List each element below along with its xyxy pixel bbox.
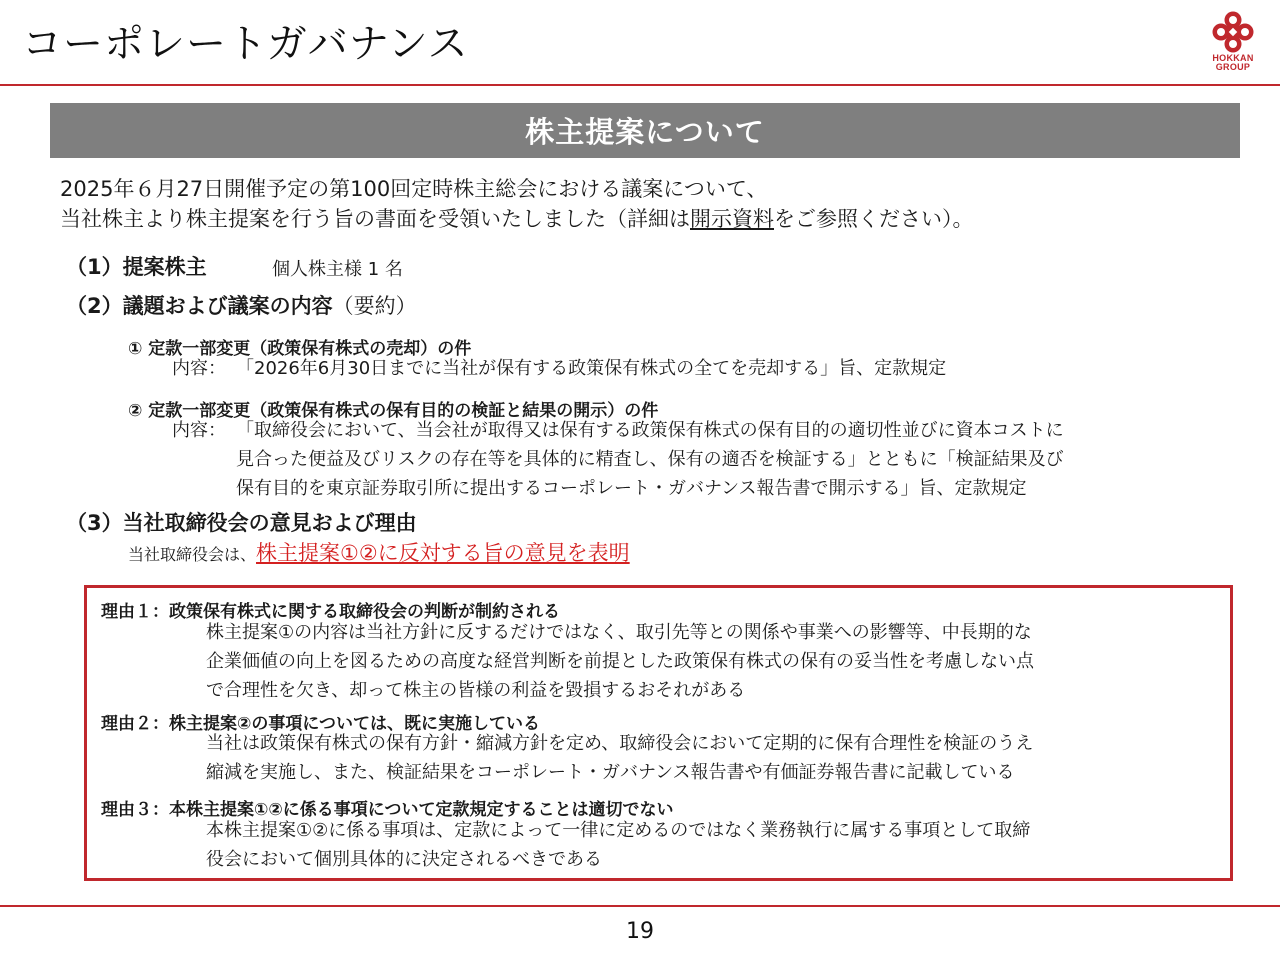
proposal-2-body-prefix: 内容： bbox=[172, 420, 226, 441]
section-1-heading: （1）提案株主 bbox=[66, 255, 207, 279]
intro-line-2 bbox=[60, 204, 974, 234]
reason-2-title: 理由２：株主提案②の事項については、既に実施している bbox=[101, 714, 541, 734]
disclosure-link[interactable]: 開示資料 bbox=[690, 207, 774, 231]
reason-1-line: 株主提案①の内容は当社方針に反するだけではなく、取引先等との関係や事業への影響等、中長期的な bbox=[206, 622, 1032, 643]
intro-line-1: 2025年６月27日開催予定の第100回定時株主総会における議案について、 bbox=[60, 177, 768, 201]
reason-2-line: 当社は政策保有株式の保有方針・縮減方針を定め、取締役会において定期的に保有合理性を検証のうえ bbox=[206, 733, 1034, 754]
board-opinion bbox=[128, 537, 630, 567]
reason-3-title: 理由３：本株主提案①②に係る事項について定款規定することは適切でない bbox=[101, 800, 674, 820]
section-1-value: 個人株主様 1 名 bbox=[272, 259, 403, 280]
intro-line-2-suffix: をご参照ください）。 bbox=[774, 207, 974, 231]
reason-1-body bbox=[206, 618, 1034, 705]
page-number: 19 bbox=[626, 919, 654, 944]
flower-logo-icon bbox=[1211, 10, 1255, 54]
page-title: コーポレートガバナンス bbox=[22, 21, 469, 67]
opinion-prefix: 当社取締役会は、 bbox=[128, 545, 257, 564]
proposal-1-body-prefix: 内容： bbox=[172, 358, 226, 379]
intro-text bbox=[60, 174, 974, 234]
reason-1-line: 企業価値の向上を図るための高度な経営判断を前提とした政策保有株式の保有の妥当性を考慮しない点 bbox=[206, 651, 1034, 672]
header-divider bbox=[0, 84, 1280, 86]
company-logo bbox=[1207, 10, 1259, 90]
reason-1-line: で合理性を欠き、却って株主の皆様の利益を毀損するおそれがある bbox=[206, 680, 746, 701]
proposal-2-body bbox=[236, 416, 1064, 503]
banner-title: 株主提案について bbox=[525, 115, 765, 149]
reason-3-line: 本株主提案①②に係る事項は、定款によって一律に定めるのではなく業務執行に属する事項として取締 bbox=[206, 820, 1031, 841]
reason-1-title: 理由１：政策保有株式に関する取締役会の判断が制約される bbox=[101, 602, 560, 622]
logo-text-group: GROUP bbox=[1215, 62, 1251, 72]
section-3-heading: （3）当社取締役会の意見および理由 bbox=[66, 511, 417, 535]
reason-3-body bbox=[206, 816, 1030, 874]
logo-text-hokkan: HOKKAN bbox=[1212, 53, 1254, 63]
reason-2-body bbox=[206, 729, 1033, 787]
section-2-label: （2）議題および議案の内容 bbox=[66, 294, 333, 318]
proposal-2-title: ② 定款一部変更（政策保有株式の保有目的の検証と結果の開示）の件 bbox=[128, 401, 659, 421]
opinion-highlight: 株主提案①②に反対する旨の意見を表明 bbox=[256, 541, 630, 565]
proposal-2-line: 見合った便益及びリスクの存在等を具体的に精査し、保有の適否を検証する」とともに「検証結果及び bbox=[236, 449, 1064, 470]
intro-line-2-text: 当社株主より株主提案を行う旨の書面を受領いたしました（詳細は bbox=[60, 207, 690, 231]
section-2-heading bbox=[66, 290, 417, 320]
footer-divider bbox=[0, 905, 1280, 907]
proposal-2-line: 保有目的を東京証券取引所に提出するコーポレート・ガバナンス報告書で開示する」旨、定款規定 bbox=[236, 478, 1027, 499]
proposal-1-title: ① 定款一部変更（政策保有株式の売却）の件 bbox=[128, 339, 472, 359]
reason-3-line: 役会において個別具体的に決定されるべきである bbox=[206, 849, 602, 870]
proposal-1-line: 「2026年6月30日までに当社が保有する政策保有株式の全てを売却する」旨、定款規定 bbox=[236, 358, 947, 379]
section-banner bbox=[50, 103, 1240, 158]
proposal-2-line: 「取締役会において、当会社が取得又は保有する政策保有株式の保有目的の適切性並びに資本コストに bbox=[236, 420, 1064, 441]
reasons-box bbox=[84, 585, 1233, 881]
reason-2-line: 縮減を実施し、また、検証結果をコーポレート・ガバナンス報告書や有価証券報告書に記載している bbox=[206, 762, 1015, 783]
section-2-suffix: （要約） bbox=[332, 294, 417, 318]
proposal-1-body bbox=[236, 354, 946, 383]
